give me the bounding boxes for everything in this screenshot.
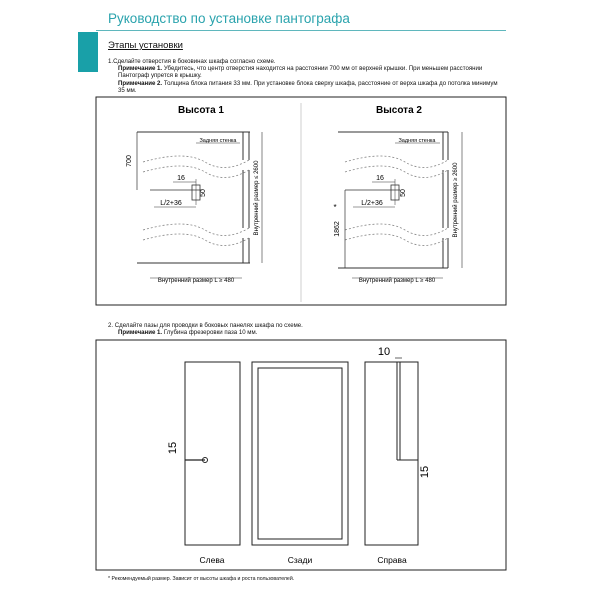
step2-note-label: Примечание 1. (118, 329, 163, 337)
right-15-label: 15 (419, 465, 431, 479)
height1-width-label: Внутренний размер L ≥ 480 (157, 278, 235, 284)
back-panel-inner (258, 368, 342, 539)
height1-height-label: Внутренний размер ≤ 2600 (254, 160, 260, 236)
note1-label: Примечание 1. (118, 65, 163, 73)
height2-width-label: Внутренний размер L ≥ 480 (358, 278, 436, 284)
height2-back-wall-label: Задняя стенка (398, 138, 436, 144)
height2-height-label: Внутренний размер ≥ 2600 (453, 162, 459, 238)
groove-diagram-frame (96, 340, 506, 570)
height1-700-label: 700 (126, 155, 133, 167)
step2-note-text: Глубина фрезеровки паза 10 мм. (162, 329, 258, 337)
note2-label: Примечание 2. (118, 79, 163, 87)
right-10-label: 10 (377, 346, 391, 358)
page-title: Руководство по установке пантографа (108, 11, 350, 26)
height1-50-label: 50 (200, 189, 207, 197)
note1-text: Убедитесь, что центр отверстия находится на расстоянии 700 мм от верхней крышки. При меньшем расстоянии Пантограф упрется в крышку. (118, 65, 483, 80)
step2-lead: 2. Сделайте пазы для проводки в боковых панелях шкафа по схеме. (108, 322, 303, 329)
label-left: Слева (199, 555, 225, 565)
height2-16-label: 16 (376, 175, 384, 182)
section-heading: Этапы установки (108, 40, 183, 51)
back-panel-outer (252, 362, 348, 545)
height2-star: * (333, 203, 337, 212)
height1-16-label: 16 (177, 175, 185, 182)
height2-50-label: 50 (400, 189, 407, 197)
note2-text: Толщина блока питания 33 мм. При установке блока сверху шкафа, расстояние от верха шкафа до потолка минимум 35 мм. (118, 79, 498, 94)
height1-l2-label: L/2+36 (160, 200, 182, 207)
height2-1862-label: 1862 (334, 221, 341, 237)
height2-l2-label: L/2+36 (361, 200, 383, 207)
left-15-label: 15 (167, 441, 179, 455)
footnote: * Рекомендуемый размер. Зависит от высоты шкафа и роста пользователей. (108, 576, 295, 582)
step1-lead: 1.Сделайте отверстия в боковинах шкафа согласно схеме. (108, 58, 276, 65)
label-back: Сзади (287, 555, 313, 565)
height1-title: Высота 1 (178, 105, 224, 116)
height2-title: Высота 2 (376, 105, 422, 116)
left-panel (185, 362, 240, 545)
right-panel (365, 362, 418, 545)
label-right: Справа (377, 555, 407, 565)
height1-back-wall-label: Задняя стенка (199, 138, 237, 144)
